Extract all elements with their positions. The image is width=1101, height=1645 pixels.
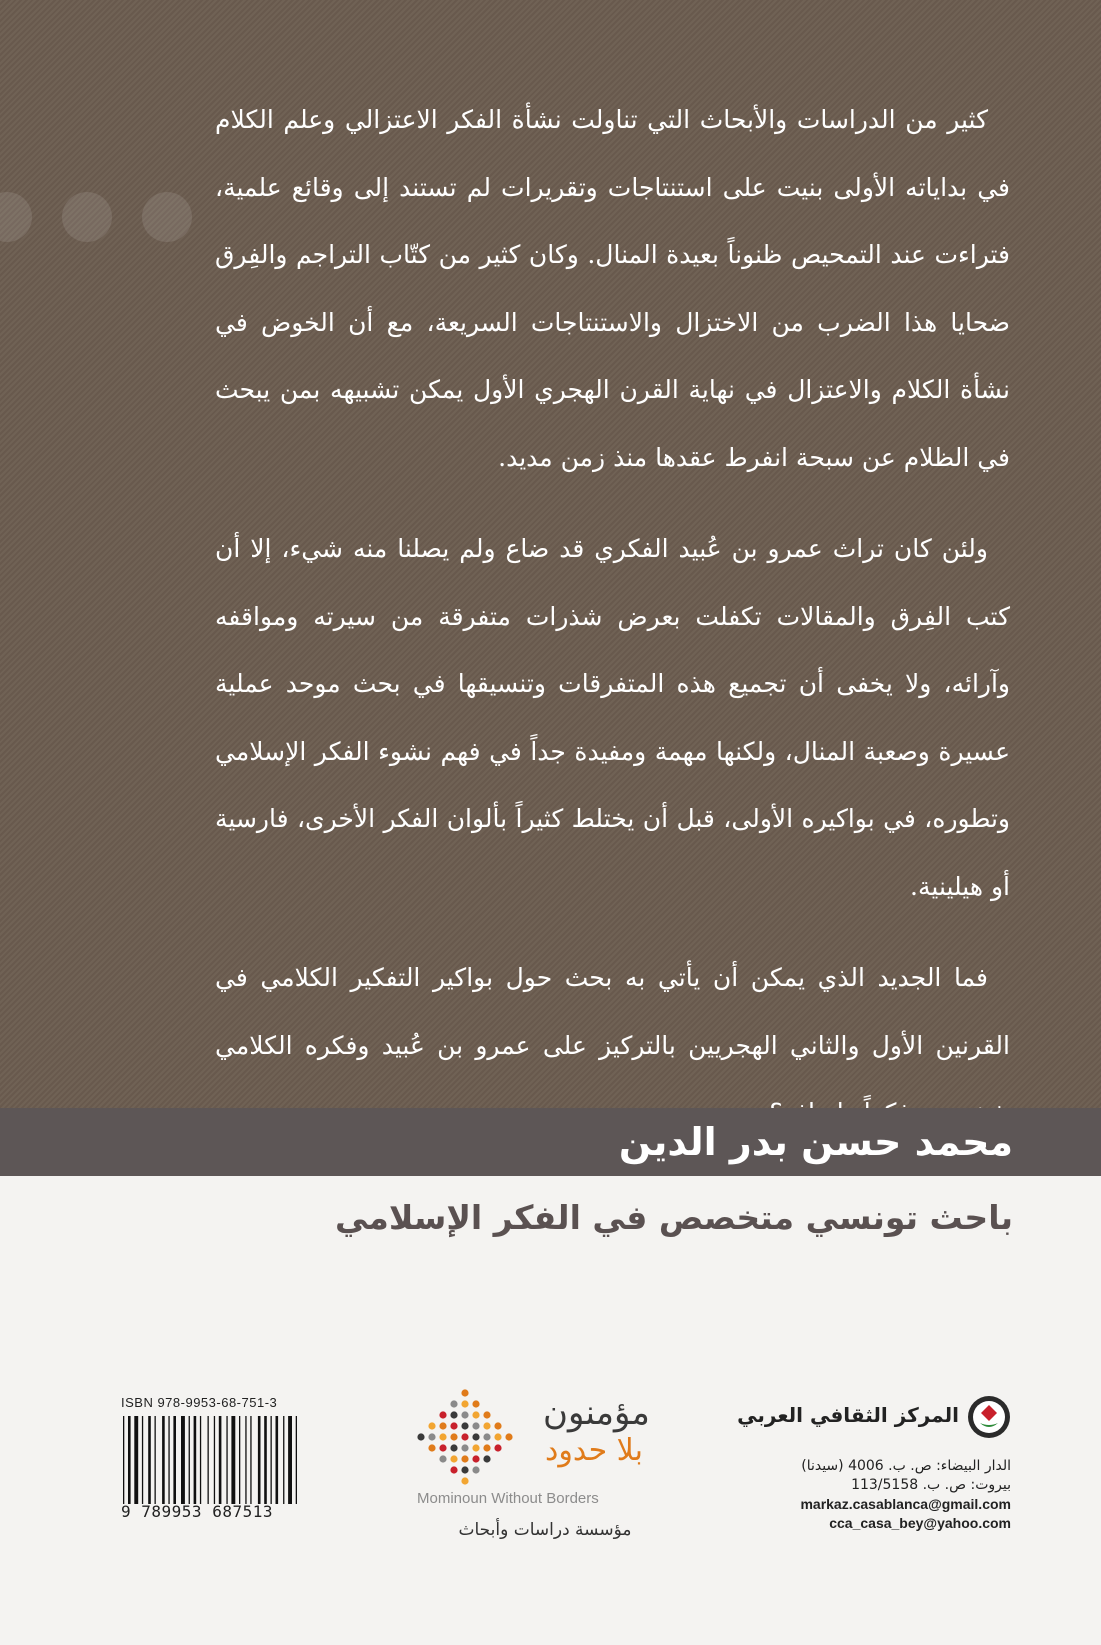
mominoun-dot <box>472 1411 479 1418</box>
blurb-paragraph-2: ولئن كان تراث عمرو بن عُبيد الفكري قد ضاع ولم يصلنا منه شيء، إلا أن كتب الفِرق والمقالات تكفلت بعرض شذرات متفرقة من سيرته ومواقفه وآرائه، ولا يخفى أن تجميع هذه المتفرقات وتنسيقها في بحث موحد عملية عسيرة وصعبة المنال، ولكنها مهمة ومفيدة جداً في فهم نشوء الفكر الإسلامي وتطوره، في بواكيره الأولى، قبل أن يختلط كثيراً بألوان الفكر الأخرى، فارسية أو هيلينية. <box>215 534 1010 901</box>
mominoun-dot <box>472 1466 479 1473</box>
mominoun-dot <box>450 1444 457 1451</box>
blurb-text <box>215 86 1010 1171</box>
barcode-bar <box>155 1416 156 1504</box>
barcode-bar <box>194 1416 197 1504</box>
publisher-logo-icon <box>967 1395 1011 1439</box>
mominoun-dot <box>450 1466 457 1473</box>
barcode-bar <box>181 1416 185 1504</box>
mominoun-dot <box>483 1411 490 1418</box>
mominoun-dot <box>472 1444 479 1451</box>
barcode-bar <box>288 1416 292 1504</box>
mominoun-dot <box>483 1422 490 1429</box>
barcode-bar <box>148 1416 151 1504</box>
barcode-bar <box>271 1416 272 1504</box>
mominoun-dot <box>428 1444 435 1451</box>
barcode-bar <box>173 1416 176 1504</box>
mominoun-dot <box>461 1477 468 1484</box>
barcode-bar <box>134 1416 138 1504</box>
mominoun-dot <box>461 1444 468 1451</box>
mominoun-dot <box>483 1444 490 1451</box>
mominoun-dot <box>439 1455 446 1462</box>
mominoun-dot <box>450 1400 457 1407</box>
mominoun-dot <box>461 1389 468 1396</box>
mominoun-dot <box>461 1455 468 1462</box>
mominoun-dot <box>494 1444 501 1451</box>
barcode-bar <box>168 1416 169 1504</box>
barcode-bar <box>219 1416 222 1504</box>
mominoun-dot <box>450 1422 457 1429</box>
mominoun-dot <box>461 1400 468 1407</box>
barcode-bar <box>162 1416 165 1504</box>
barcode-bar <box>123 1416 124 1504</box>
mominoun-dot <box>472 1455 479 1462</box>
publisher-name: المركز الثقافي العربي <box>737 1403 959 1427</box>
barcode-bar <box>296 1416 297 1504</box>
barcode-number: 9 789953 687513 <box>121 1502 273 1521</box>
decorative-dots <box>0 192 192 242</box>
mominoun-dot <box>472 1433 479 1440</box>
barcode-bar <box>142 1416 143 1504</box>
dot-2 <box>62 192 112 242</box>
barcode-bar <box>276 1416 279 1504</box>
barcode-bar <box>239 1416 240 1504</box>
mominoun-name-line2: بلا حدود <box>545 1433 643 1468</box>
barcode-bar <box>231 1416 235 1504</box>
mominoun-dot <box>428 1422 435 1429</box>
mominoun-dot <box>494 1422 501 1429</box>
author-description: باحث تونسي متخصص في الفكر الإسلامي <box>335 1198 1013 1237</box>
barcode-bar <box>128 1416 131 1504</box>
address-casablanca: الدار البيضاء: ص. ب. 4006 (سيدنا) <box>801 1458 1011 1474</box>
barcode-bar <box>208 1416 209 1504</box>
email-casablanca: markaz.casablanca@gmail.com <box>800 1496 1011 1512</box>
barcode-bar <box>200 1416 201 1504</box>
dot-1 <box>0 192 32 242</box>
mominoun-dot <box>428 1433 435 1440</box>
mominoun-dot <box>461 1466 468 1473</box>
mominoun-dot <box>439 1444 446 1451</box>
address-beirut: بيروت: ص. ب. 113/5158 <box>851 1477 1011 1493</box>
mominoun-dot <box>472 1422 479 1429</box>
barcode-bar <box>283 1416 284 1504</box>
mominoun-dot <box>461 1422 468 1429</box>
dot-3 <box>142 192 192 242</box>
barcode-bar <box>214 1416 215 1504</box>
mominoun-dot <box>461 1411 468 1418</box>
author-band <box>0 1108 1101 1176</box>
mominoun-dot <box>439 1433 446 1440</box>
blurb-paragraph-3: فما الجديد الذي يمكن أن يأتي به بحث حول بواكير التفكير الكلامي في القرنين الأول والثاني الهجريين بالتركيز على عمرو بن عُبيد وفكره الكلامي <box>215 963 1010 1060</box>
isbn-barcode <box>121 1395 327 1521</box>
barcode-bar <box>258 1416 261 1504</box>
email-beirut: cca_casa_bey@yahoo.com <box>829 1515 1011 1531</box>
mominoun-dot <box>439 1422 446 1429</box>
barcode-bars <box>121 1416 327 1504</box>
mominoun-dot <box>483 1455 490 1462</box>
barcode-bar <box>189 1416 190 1504</box>
mominoun-dot <box>417 1433 424 1440</box>
mominoun-name-line1: مؤمنون <box>543 1393 650 1433</box>
mominoun-dot <box>450 1433 457 1440</box>
mominoun-dot <box>450 1411 457 1418</box>
mominoun-dot <box>450 1455 457 1462</box>
barcode-bar <box>264 1416 267 1504</box>
mominoun-dot <box>439 1411 446 1418</box>
mominoun-dot <box>461 1433 468 1440</box>
blurb-paragraph-1: كثير من الدراسات والأبحاث التي تناولت نشأة الفكر الاعتزالي وعلم الكلام في بداياته الأولى بنيت على استنتاجات وتقريرات لم تستند إلى وقائع علمية، فتراءت عند التمحيص ظنوناً بعيدة المنال. وكان كثير من كتّاب التراجم والفِرق ضحايا هذا الضرب من الاختزال والاستنتاجات السريعة، مع أن الخوض في نشأة الكلام والاعتزال في نهاية القرن الهجري الأول يمكن تشبيهه بمن يبحث في الظلام عن سبحة انفرط عقدها منذ زمن مديد. <box>215 105 1010 472</box>
mominoun-dot <box>472 1400 479 1407</box>
mominoun-logo <box>405 1385 675 1555</box>
mominoun-dot <box>505 1433 512 1440</box>
mominoun-subtitle: مؤسسة دراسات وأبحاث <box>458 1520 632 1540</box>
publisher-contacts <box>800 1457 1011 1533</box>
author-name: محمد حسن بدر الدين <box>618 1120 1013 1164</box>
mominoun-dots-icon <box>405 1385 535 1490</box>
isbn-label: ISBN 978-9953-68-751-3 <box>121 1395 278 1410</box>
barcode-bar <box>226 1416 227 1504</box>
mominoun-name-en: Mominoun Without Borders <box>417 1490 599 1507</box>
barcode-bar <box>245 1416 246 1504</box>
barcode-bar <box>250 1416 251 1504</box>
mominoun-dot <box>483 1433 490 1440</box>
mominoun-dot <box>494 1433 501 1440</box>
